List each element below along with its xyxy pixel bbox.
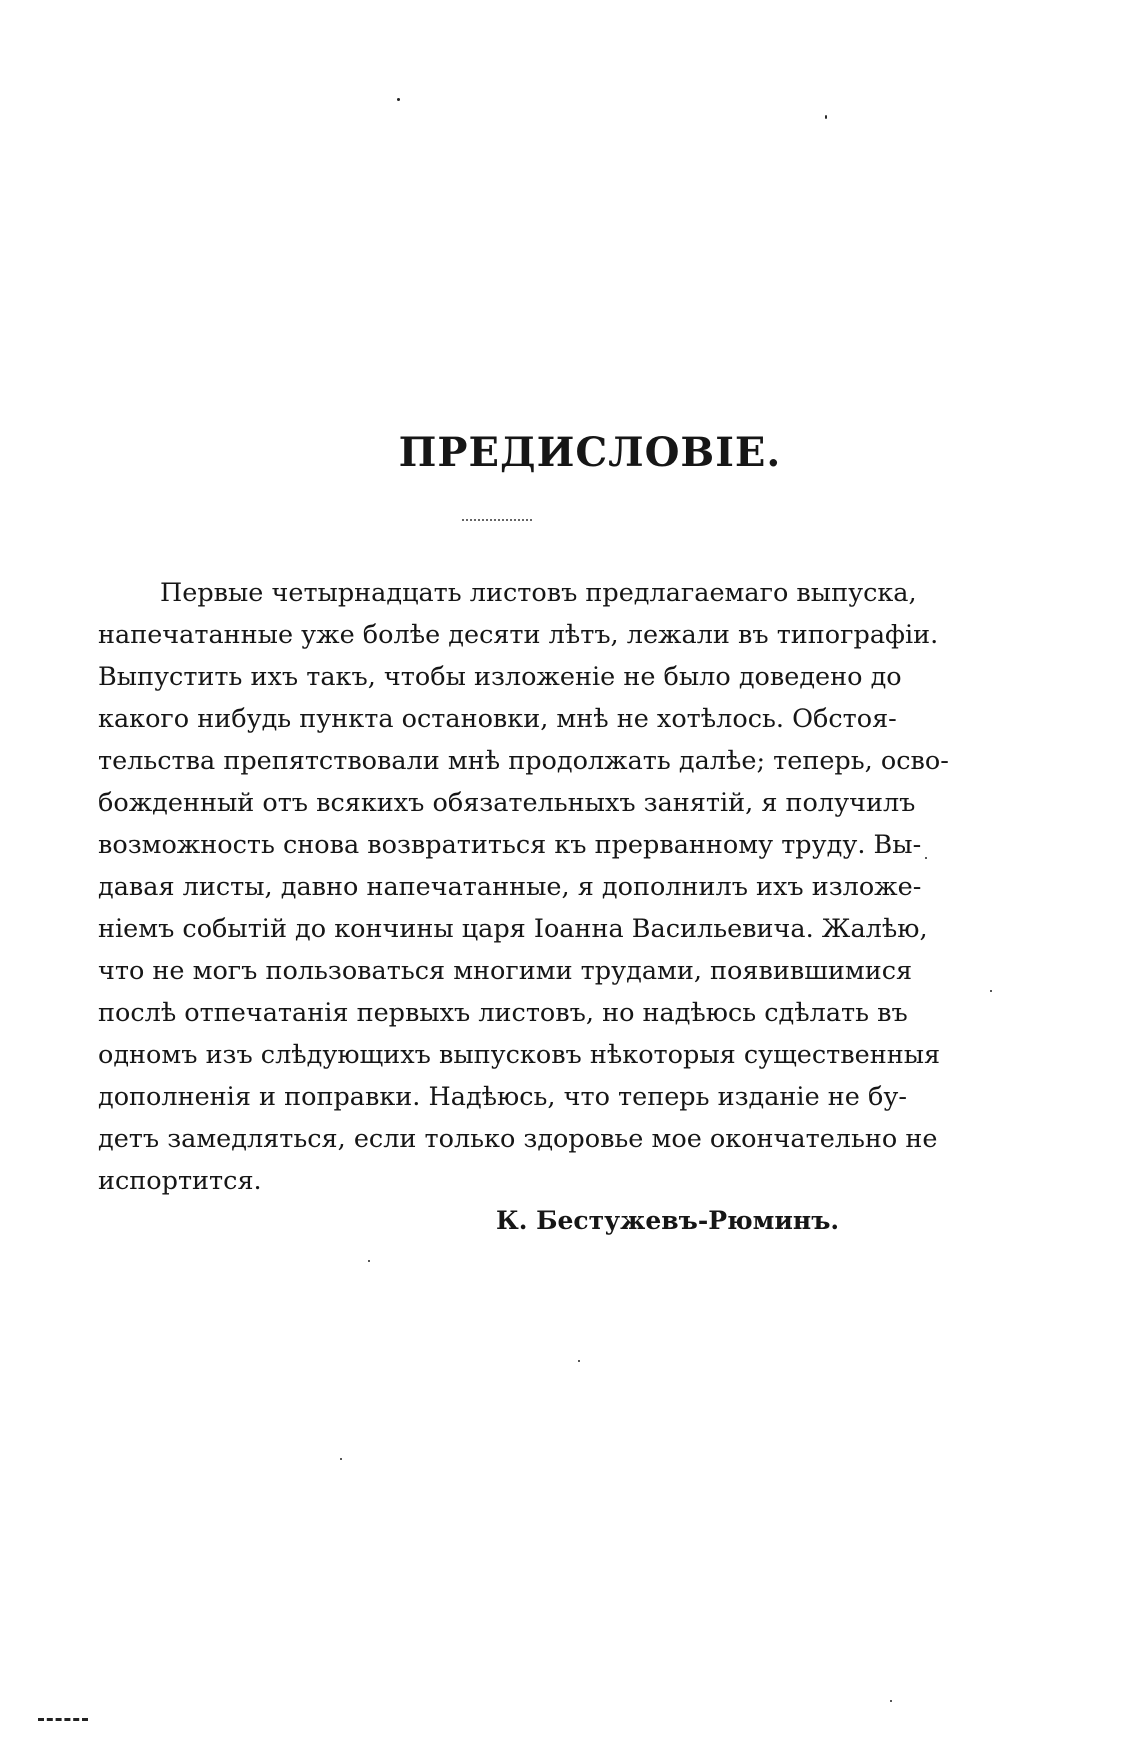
text-line: ніемъ событій до кончины царя Іоанна Васильевича. Жалѣю, bbox=[98, 914, 928, 944]
text-line: давая листы, давно напечатанные, я дополнилъ ихъ изложе- bbox=[98, 872, 922, 902]
page-speck bbox=[340, 1458, 342, 1460]
page-speck bbox=[925, 857, 927, 859]
text-line: одномъ изъ слѣдующихъ выпусковъ нѣкоторыя существенныя bbox=[98, 1040, 941, 1070]
text-line: послѣ отпечатанія первыхъ листовъ, но надѣюсь сдѣлать въ bbox=[98, 998, 908, 1028]
page-speck bbox=[890, 1700, 892, 1702]
page-speck bbox=[825, 115, 827, 119]
preface-body bbox=[98, 572, 949, 1202]
preface-title: ПРЕДИСЛОВІЕ. bbox=[398, 429, 782, 476]
text-line: испортится. bbox=[98, 1166, 262, 1196]
page-speck bbox=[397, 98, 400, 101]
text-line: тельства препятствовали мнѣ продолжать далѣе; теперь, осво- bbox=[98, 746, 949, 776]
page-speck bbox=[990, 990, 992, 992]
text-line: Выпустить ихъ такъ, чтобы изложеніе не было доведено до bbox=[98, 662, 902, 692]
text-line: Первые четырнадцать листовъ предлагаемаго выпуска, bbox=[160, 578, 917, 608]
text-line: какого нибудь пункта остановки, мнѣ не хотѣлось. Обстоя- bbox=[98, 704, 897, 734]
title-divider bbox=[462, 519, 532, 521]
footer-rule bbox=[38, 1718, 88, 1721]
text-line: возможность снова возвратиться къ прерванному труду. Вы- bbox=[98, 830, 922, 860]
text-line: детъ замедляться, если только здоровье мое окончательно не bbox=[98, 1124, 938, 1154]
author-signature: К. Бестужевъ-Рюминъ. bbox=[496, 1206, 840, 1235]
text-line: напечатанные уже болѣе десяти лѣтъ, лежали въ типографіи. bbox=[98, 620, 939, 650]
text-line: дополненія и поправки. Надѣюсь, что теперь изданіе не бу- bbox=[98, 1082, 907, 1112]
text-line: божденный отъ всякихъ обязательныхъ занятій, я получилъ bbox=[98, 788, 916, 818]
page-speck bbox=[578, 1360, 580, 1362]
page-speck bbox=[368, 1260, 370, 1262]
text-line: что не могъ пользоваться многими трудами, появившимися bbox=[98, 956, 913, 986]
